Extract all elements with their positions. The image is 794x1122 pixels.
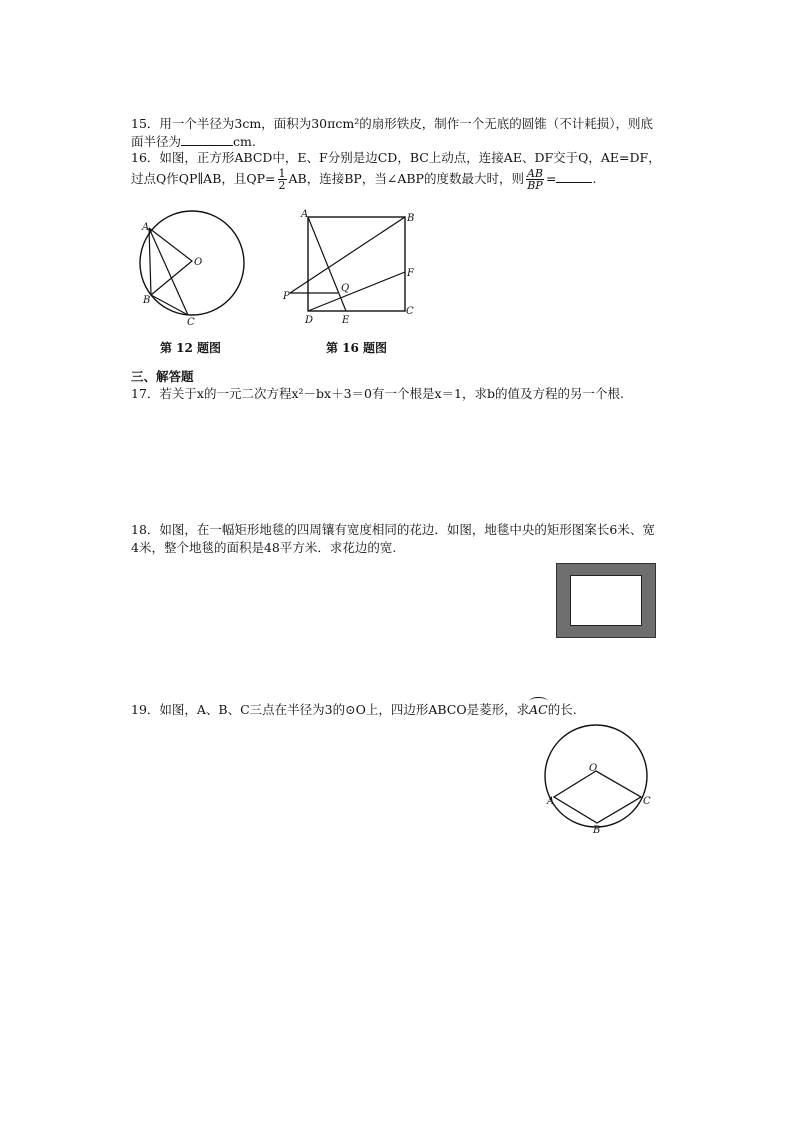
q16-line2-pre: 过点Q作QP∥AB，且QP= bbox=[131, 171, 276, 186]
section-3-title: 三、解答题 bbox=[131, 369, 194, 384]
q17-text: 17．若关于x的一元二次方程x²－bx＋3＝0有一个根是x＝1，求b的值及方程的另一个根. bbox=[131, 386, 624, 401]
q15-line1: 15．用一个半径为3cm，面积为30πcm²的扇形铁皮，制作一个无底的圆锥（不计耗损），则底 bbox=[131, 116, 653, 131]
fig19-label-A: A bbox=[547, 796, 555, 807]
q19-arc-ac: AC bbox=[529, 702, 548, 717]
q15-line2-pre: 面半径为 bbox=[131, 134, 182, 149]
fig12-label-B: B bbox=[143, 295, 151, 306]
fig16-label-P: P bbox=[283, 291, 290, 302]
q16-line1: 16．如图，正方形ABCD中，E、F分别是边CD，BC上动点，连接AE、DF交于Q，AE=DF， bbox=[131, 150, 661, 165]
q15-line2 bbox=[131, 133, 256, 150]
fig12-label-A: A bbox=[142, 222, 150, 233]
carpet-inner-rectangle bbox=[570, 575, 642, 626]
q16-answer-blank bbox=[556, 170, 592, 183]
q19-pre: 19．如图，A、B、C三点在半径为3的⊙O上，四边形ABCO是菱形，求 bbox=[131, 702, 530, 717]
q15-answer-blank bbox=[181, 133, 233, 146]
fig16-label-C: C bbox=[406, 306, 414, 317]
fig19-label-C: C bbox=[643, 796, 651, 807]
carpet-figure bbox=[556, 563, 656, 638]
q16-line2-mid: AB，连接BP，当∠ABP的度数最大时，则 bbox=[288, 171, 524, 186]
figure-12 bbox=[130, 205, 255, 330]
q18-line1: 18．如图，在一幅矩形地毯的四周镶有宽度相同的花边．如图，地毯中央的矩形图案长6米、宽 bbox=[131, 522, 655, 537]
figure-16 bbox=[280, 205, 425, 330]
q15-line2-post: cm. bbox=[233, 134, 256, 149]
fig12-caption: 第 12 题图 bbox=[160, 341, 222, 355]
q16-fraction-half: $\frac{1}{2}$ bbox=[278, 167, 286, 192]
fig19-label-O: O bbox=[589, 763, 598, 774]
fig16-label-B: B bbox=[407, 213, 415, 224]
fig16-label-F: F bbox=[407, 268, 414, 279]
fig12-label-C: C bbox=[187, 317, 195, 328]
q16-line2-post: = bbox=[545, 171, 557, 186]
fig16-label-Q: Q bbox=[341, 283, 350, 294]
q16-fraction-ab-bp: $\frac{AB}{BP}$ bbox=[526, 167, 543, 192]
fig16-label-A: A bbox=[301, 209, 309, 220]
fig16-label-D: D bbox=[305, 315, 314, 326]
fig16-caption: 第 16 题图 bbox=[326, 341, 388, 355]
q19-text bbox=[131, 702, 577, 718]
fig19-label-B: B bbox=[593, 825, 601, 836]
q18-line2: 4米，整个地毯的面积是48平方米．求花边的宽. bbox=[131, 540, 397, 555]
figure-19 bbox=[540, 722, 660, 840]
fig12-label-O: O bbox=[194, 257, 203, 268]
fig16-label-E: E bbox=[342, 315, 350, 326]
q19-post: 的长. bbox=[547, 702, 577, 717]
q16-line2: 过点Q作QP∥AB，且QP= $\frac{1}{2}$ AB，连接BP，当∠ABP的度数最大时，则 $\frac{AB}{BP}$ = . bbox=[131, 167, 597, 192]
